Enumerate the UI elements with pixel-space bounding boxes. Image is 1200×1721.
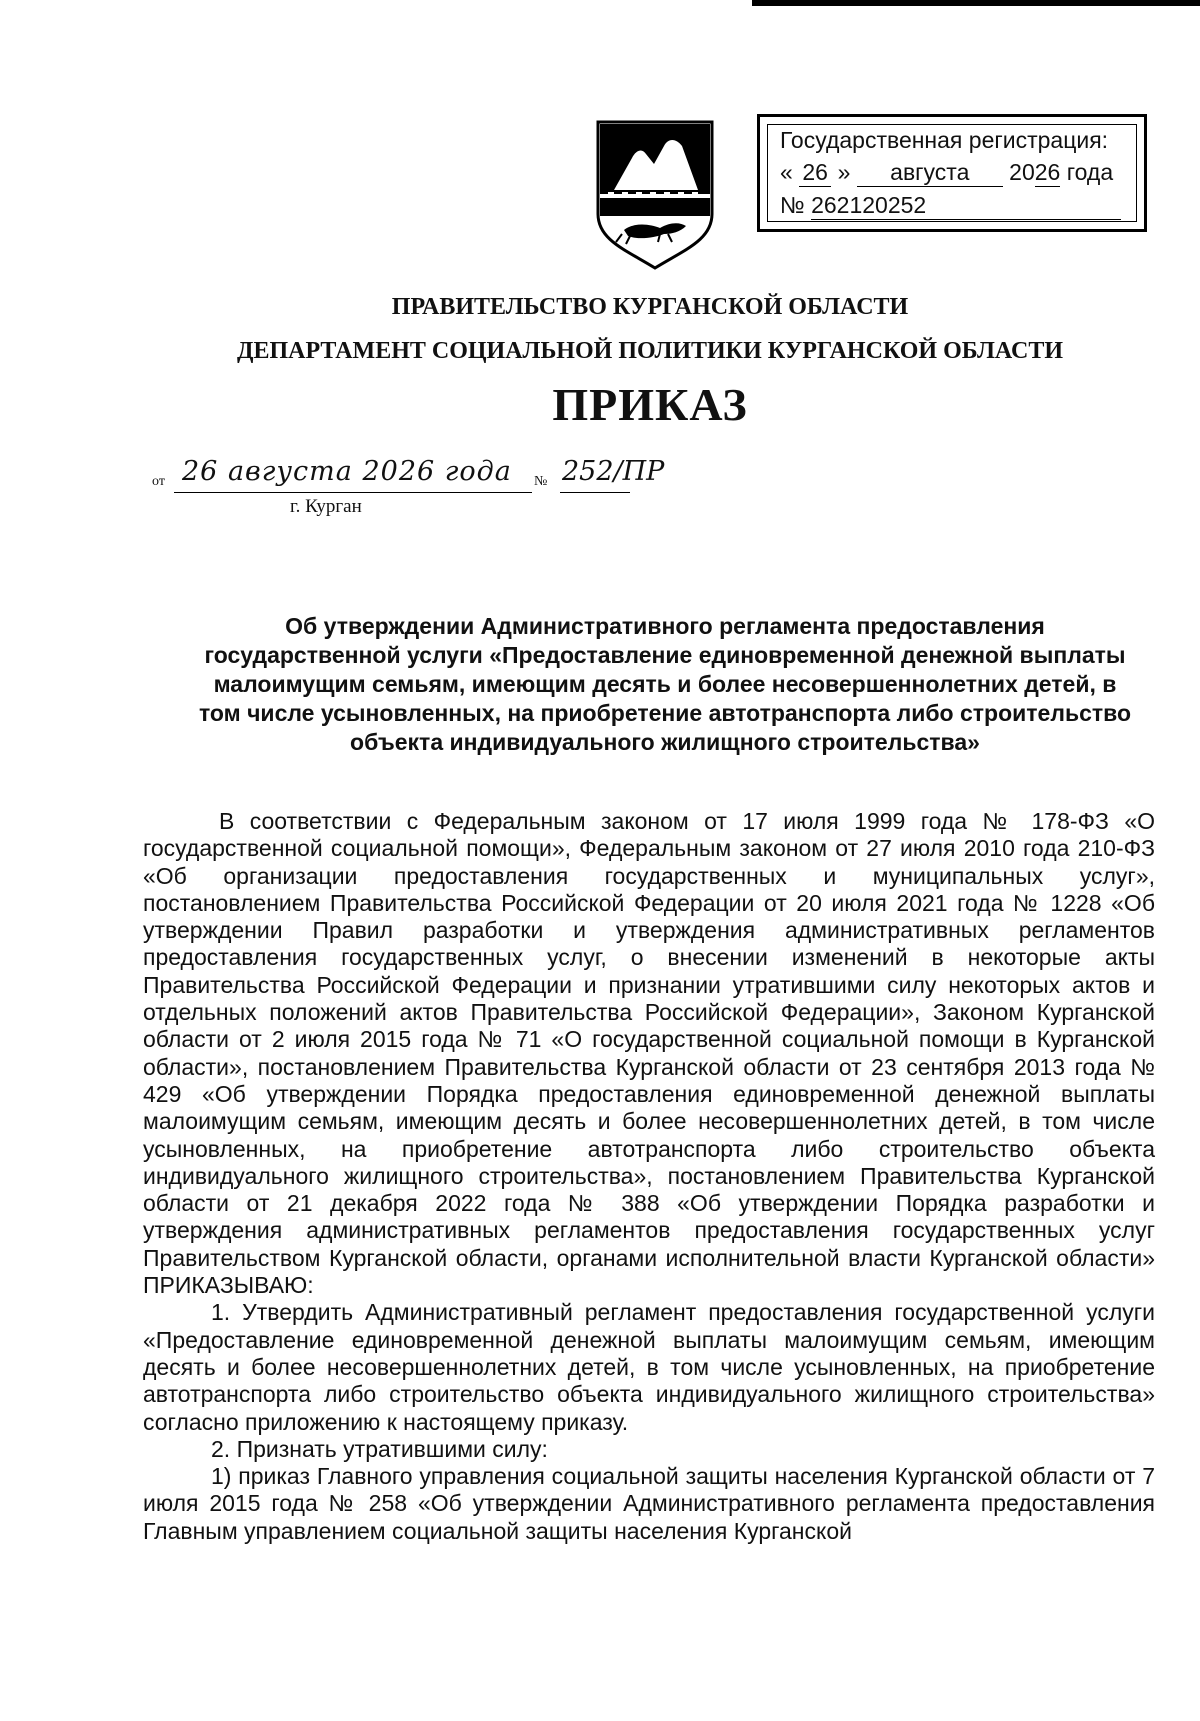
item-2-paragraph: 2. Признать утратившими силу:	[211, 1435, 548, 1462]
order-details	[152, 456, 672, 496]
item-1-paragraph: 1. Утвердить Административный регламент предоставления государственной услуги «Предоставление единовременной денежной выплаты малоимущим семьям, имеющим десять и более несовершеннолетних детей, в том числе усыновленных, на приобретение автотранспорта либо строительство объекта индивидуального жилищного строительства» согласно приложению к настоящему приказу.	[143, 1299, 1155, 1435]
order-date-underline	[174, 492, 532, 493]
document-body	[143, 808, 1155, 1545]
order-city: г. Курган	[290, 496, 362, 517]
registration-number: 262120252	[811, 192, 1121, 220]
order-date-handwritten: 26 августа 2026 года	[182, 456, 512, 487]
document-type-heading: ПРИКАЗ	[552, 379, 748, 430]
document-title	[140, 612, 1190, 757]
registration-month: августа	[857, 159, 1003, 187]
registration-year-word: года	[1066, 159, 1114, 185]
title-line: малоимущим семьям, имеющим десять и более несовершеннолетних детей, в	[213, 671, 1117, 697]
registration-number-prefix: №	[780, 192, 805, 218]
title-line: государственной услуги «Предоставление единовременной денежной выплаты	[204, 642, 1126, 668]
registration-date-open: «	[780, 159, 793, 185]
order-number-underline	[560, 492, 630, 493]
coat-of-arms-icon	[594, 118, 716, 270]
registration-year-prefix: 20	[1009, 159, 1035, 185]
order-number-handwritten: 252/ПР	[562, 456, 665, 487]
title-line: объекта индивидуального жилищного строительства»	[350, 729, 980, 755]
scan-edge-mark	[752, 0, 1200, 6]
registration-date-close: »	[837, 159, 851, 185]
department-heading: ДЕПАРТАМЕНТ СОЦИАЛЬНОЙ ПОЛИТИКИ КУРГАНСКОЙ ОБЛАСТИ	[236, 338, 1064, 364]
registration-stamp	[757, 114, 1147, 232]
item-2-1-paragraph: 1) приказ Главного управления социальной защиты населения Курганской области от 7 июля 2015 года № 258 «Об утверждении Административного регламента предоставления Главным управлением социальной защиты населения Курганской	[143, 1463, 1155, 1544]
registration-number-line	[780, 192, 1121, 220]
registration-date	[780, 159, 1113, 187]
order-number-label: №	[534, 474, 548, 489]
title-line: Об утверждении Административного регламента предоставления	[285, 613, 1045, 639]
registration-day: 26	[799, 159, 831, 187]
preamble-paragraph: В соответствии с Федеральным законом от 17 июля 1999 года № 178-ФЗ «О государственной социальной помощи», Федеральным законом от 27 июля 2010 года 210-ФЗ «Об организации предоставления государственных и муниципальных услуг», постановлением Правительства Российской Федерации от 20 июля 2021 года № 1228 «Об утверждении Правил разработки и утверждения административных регламентов предоставления государственных услуг, о внесении изменений в некоторые акты Правительства Российской Федерации и признании утратившими силу некоторых актов и отдельных положений актов Правительства Российской Федерации», Законом Курганской области от 2 июля 2015 года № 71 «О государственной социальной помощи в Курганской области», постановлением Правительства Курганской области от 23 сентября 2013 года № 429 «Об утверждении Порядка предоставления единовременной денежной выплаты малоимущим семьям, имеющим десять и более несовершеннолетних детей, в том числе усыновленных, на приобретение автотранспорта либо строительство объекта индивидуального жилищного строительства», постановлением Правительства Курганской области от 21 декабря 2022 года № 388 «Об утверждении Порядка разработки и утверждения административных регламентов предоставления государственных услуг Правительством Курганской области, органами исполнительной власти Курганской области» ПРИКАЗЫВАЮ:	[143, 808, 1155, 1299]
registration-year-suffix: 26	[1034, 159, 1061, 185]
registration-title: Государственная регистрация:	[780, 127, 1109, 153]
order-from-label: от	[152, 474, 165, 489]
title-line: том числе усыновленных, на приобретение автотранспорта либо строительство	[198, 700, 1132, 726]
government-heading: ПРАВИТЕЛЬСТВО КУРГАНСКОЙ ОБЛАСТИ	[391, 294, 909, 320]
